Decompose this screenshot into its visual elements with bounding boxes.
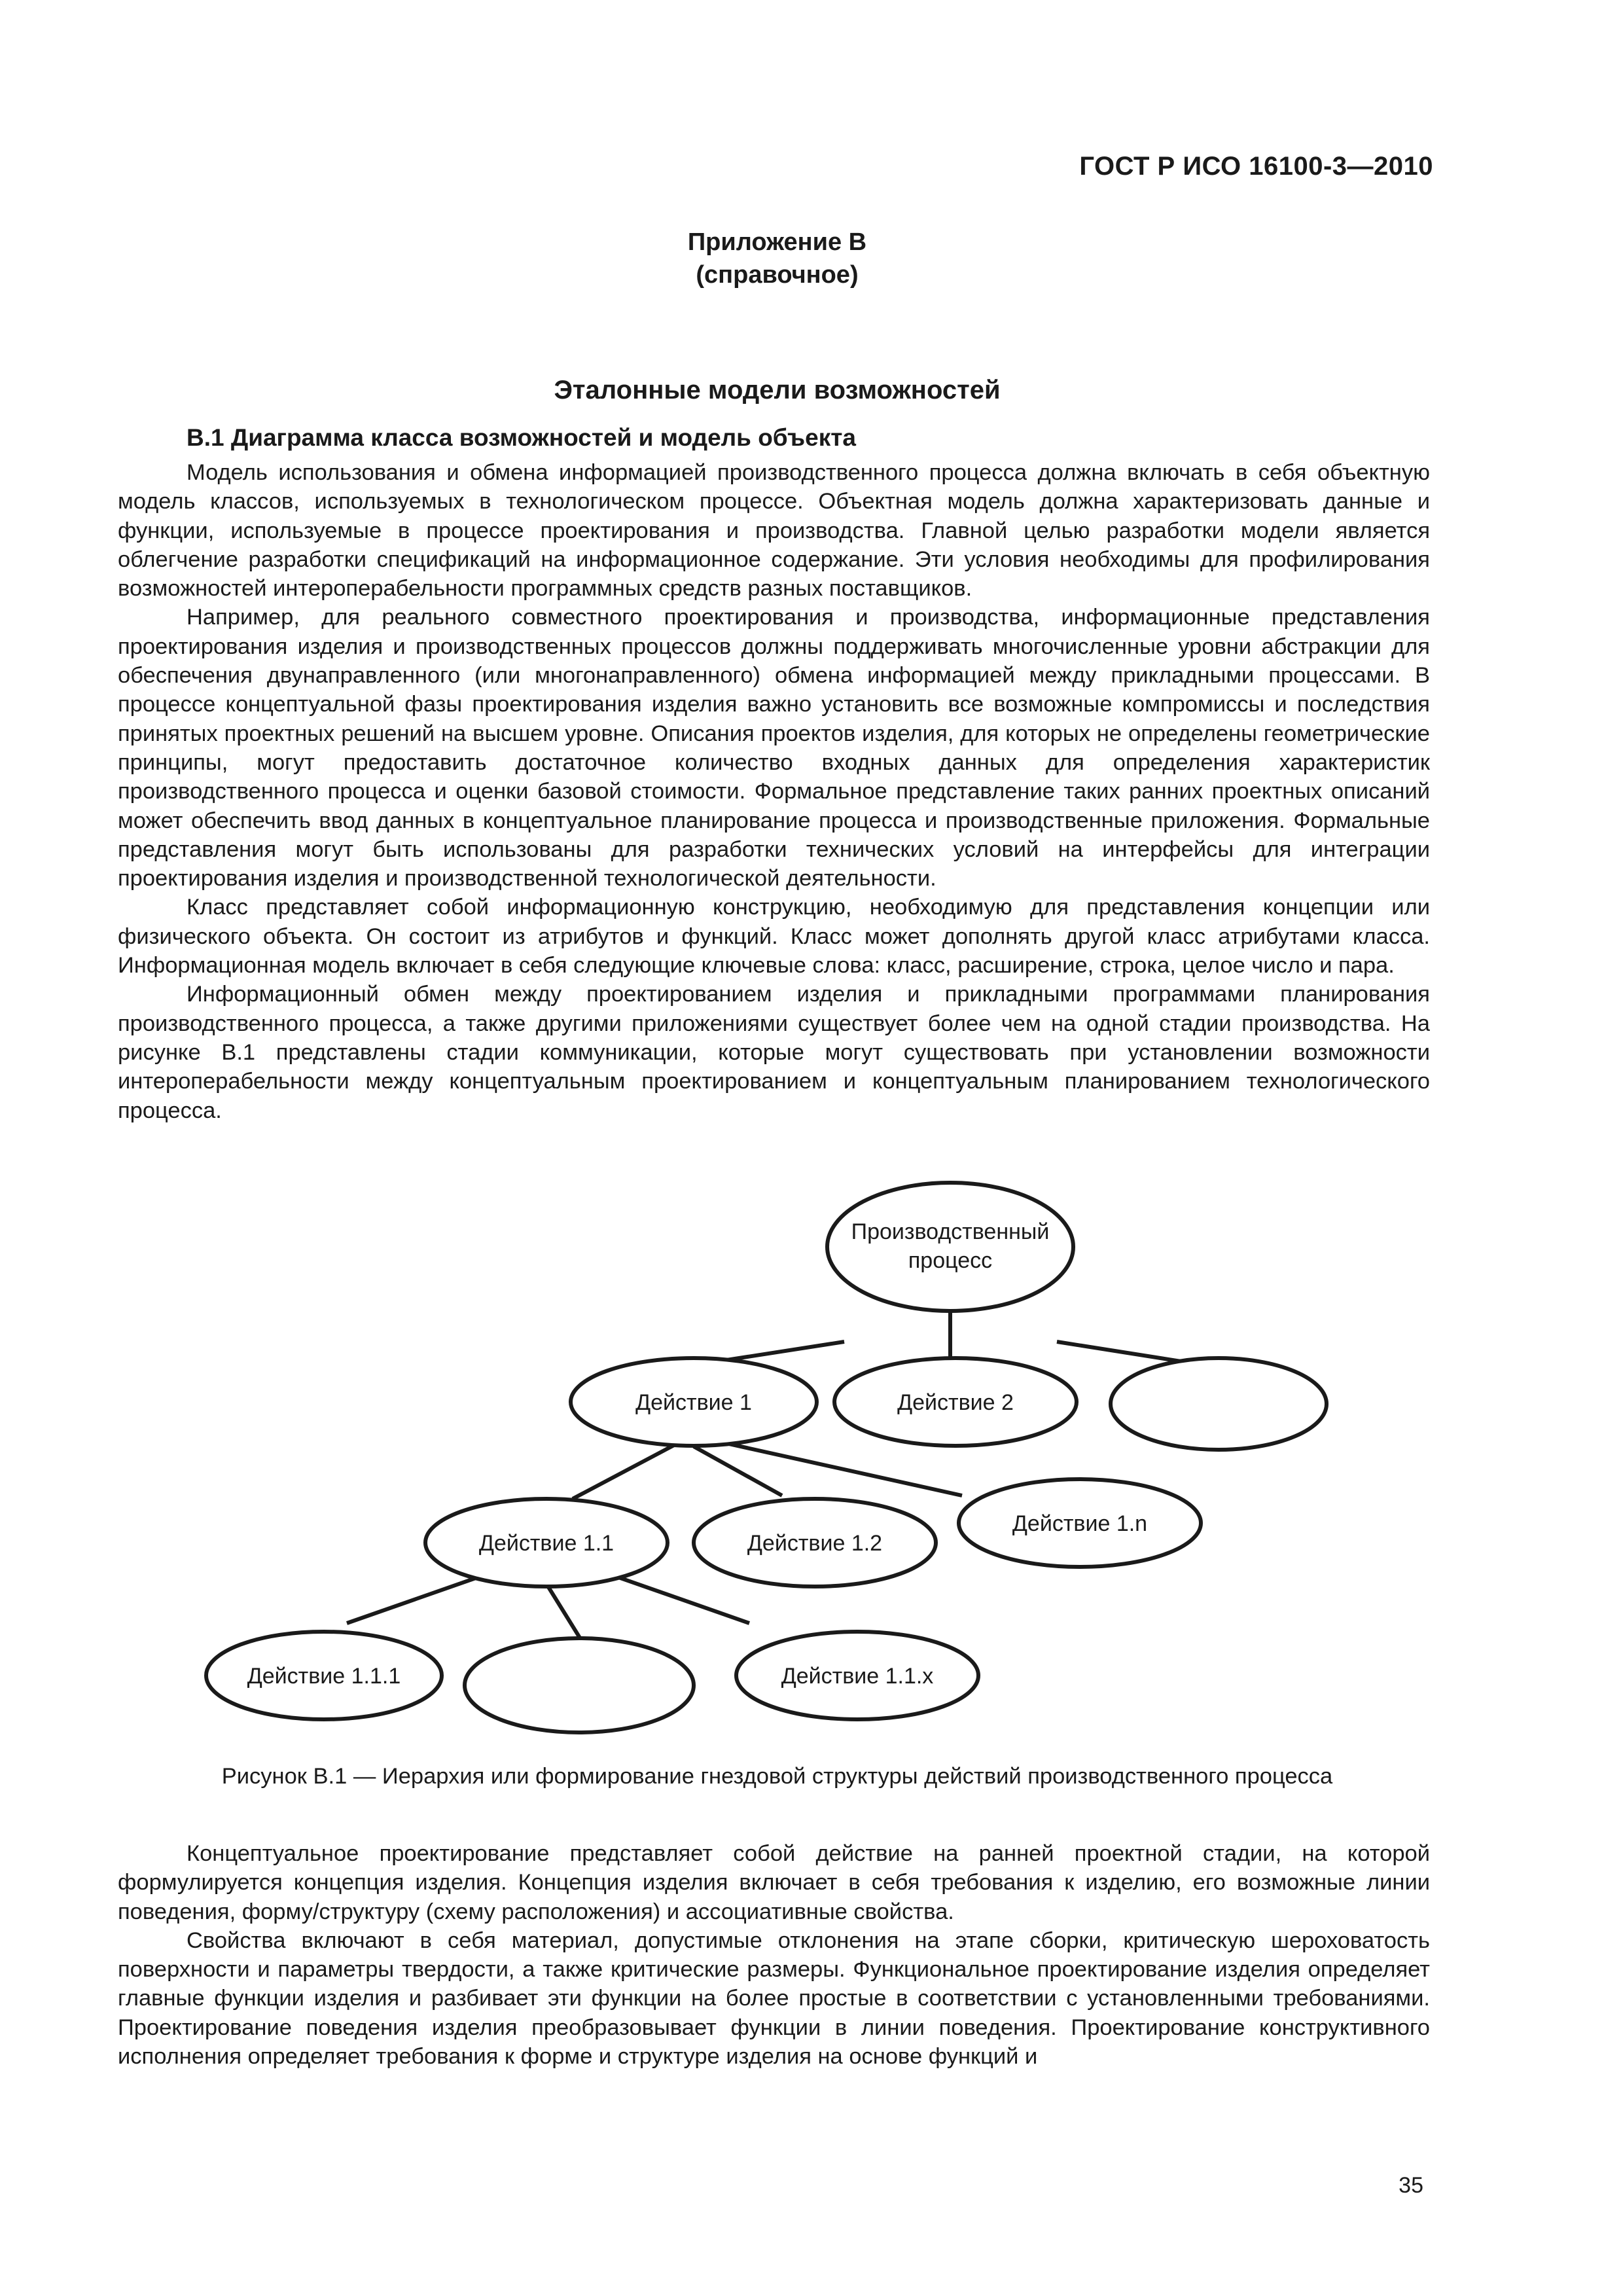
body-text-bottom xyxy=(118,1839,1430,2071)
node-label: процесс xyxy=(908,1248,993,1273)
section-heading: В.1 Диаграмма класса возможностей и модель объекта xyxy=(187,424,856,451)
page-number: 35 xyxy=(1399,2173,1423,2198)
paragraph: Например, для реального совместного проектирования и производства, информационные представления проектирования изделия и производственных процессов должны поддерживать многочисленные уровни абстракции для обеспечения двунаправленного (или многонаправленного) обмена информацией между прикладными процессами. В процессе концептуальной фазы проектирования изделия важно установить все возможные компромиссы и последствия принятых проектных решений на высшем уровне. Описания проектов изделия, для которых не определены геометрические принципы, могут предоставить достаточное количество входных данных для определения характеристик производственного процесса и оценки базовой стоимости. Формальное представление таких ранних проектных описаний может обеспечить ввод данных в концептуальное планирование процесса и производственные приложения. Формальные представления могут быть использованы для разработки технических условий на интерфейсы для интеграции проектирования изделия и производственной технологической деятельности. xyxy=(118,605,1430,891)
paragraph: Информационный обмен между проектированием изделия и прикладными программами планирования производственного процесса, а также другими приложениями существует более чем на одной стадии производства. На рисунке В.1 представлены стадии коммуникации, которые могут существовать при установлении возможности интероперабельности между концептуальным проектированием и концептуальным планированием технологического процесса. xyxy=(118,982,1430,1123)
node-production-process xyxy=(827,1183,1073,1311)
node-label: Действие 1 xyxy=(635,1390,752,1415)
document-code-header: ГОСТ Р ИСО 16100-3—2010 xyxy=(1079,152,1433,181)
connector-line xyxy=(618,1577,749,1623)
node-empty xyxy=(465,1638,694,1732)
hierarchy-diagram xyxy=(0,1178,1623,1754)
connector-line xyxy=(573,1445,674,1499)
node-label: Действие 1.n xyxy=(1012,1511,1148,1536)
node-label: Действие 1.1 xyxy=(478,1531,615,1556)
node-label: Действие 1.1.x xyxy=(781,1664,934,1689)
paragraph: Концептуальное проектирование представляет собой действие на ранней проектной стадии, на которой формулируется концепция изделия. Концепция изделия включает в себя требования к изделию, его возможные линии поведения, форму/структуру (схему расположения) и ассоциативные свойства. xyxy=(118,1841,1430,1924)
node-label: Действие 1.2 xyxy=(747,1531,883,1556)
appendix-title: Приложение В xyxy=(687,228,867,256)
paragraph: Свойства включают в себя материал, допустимые отклонения на этапе сборки, критическую шероховатость поверхности и параметры твердости, а также критические размеры. Функциональное проектирование изделия определяет главные функции изделия и разбивает эти функции на более простые в соответствии с установленными требованиями. Проектирование поведения изделия преобразовывает функции в линии поведения. Проектирование конструктивного исполнения определяет требования к форме и структуре изделия на основе функций и xyxy=(118,1928,1430,2070)
paragraph: Модель использования и обмена информацией производственного процесса должна включать в себя объектную модель классов, используемых в технологическом процессе. Объектная модель должна характеризовать данные и функции, используемые в процессе проектирования и производства. Главной целью разработки модели является облегчение разработки спецификаций на информационное содержание. Эти условия необходимы для профилирования возможностей интероперабельности программных средств разных поставщиков. xyxy=(118,460,1430,601)
node-label: Производственный xyxy=(851,1219,1050,1244)
node-label: Действие 1.1.1 xyxy=(247,1664,401,1689)
node-label: Действие 2 xyxy=(897,1390,1014,1415)
appendix-heading xyxy=(0,226,1554,291)
paragraph: Класс представляет собой информационную конструкцию, необходимую для представления концепции или физического объекта. Он состоит из атрибутов и функций. Класс может дополнять другой класс атрибутами класса. Информационная модель включает в себя следующие ключевые слова: класс, расширение, строка, целое число и пара. xyxy=(118,895,1430,978)
connector-line xyxy=(347,1577,478,1623)
node-empty xyxy=(1111,1358,1327,1450)
connector-line xyxy=(720,1442,962,1496)
body-text-top xyxy=(118,458,1430,1125)
document-title: Эталонные модели возможностей xyxy=(554,376,1001,404)
figure-caption: Рисунок В.1 — Иерархия или формирование гнездовой структуры действий производственного процесса xyxy=(221,1764,1333,1789)
appendix-note: (справочное) xyxy=(696,261,859,289)
